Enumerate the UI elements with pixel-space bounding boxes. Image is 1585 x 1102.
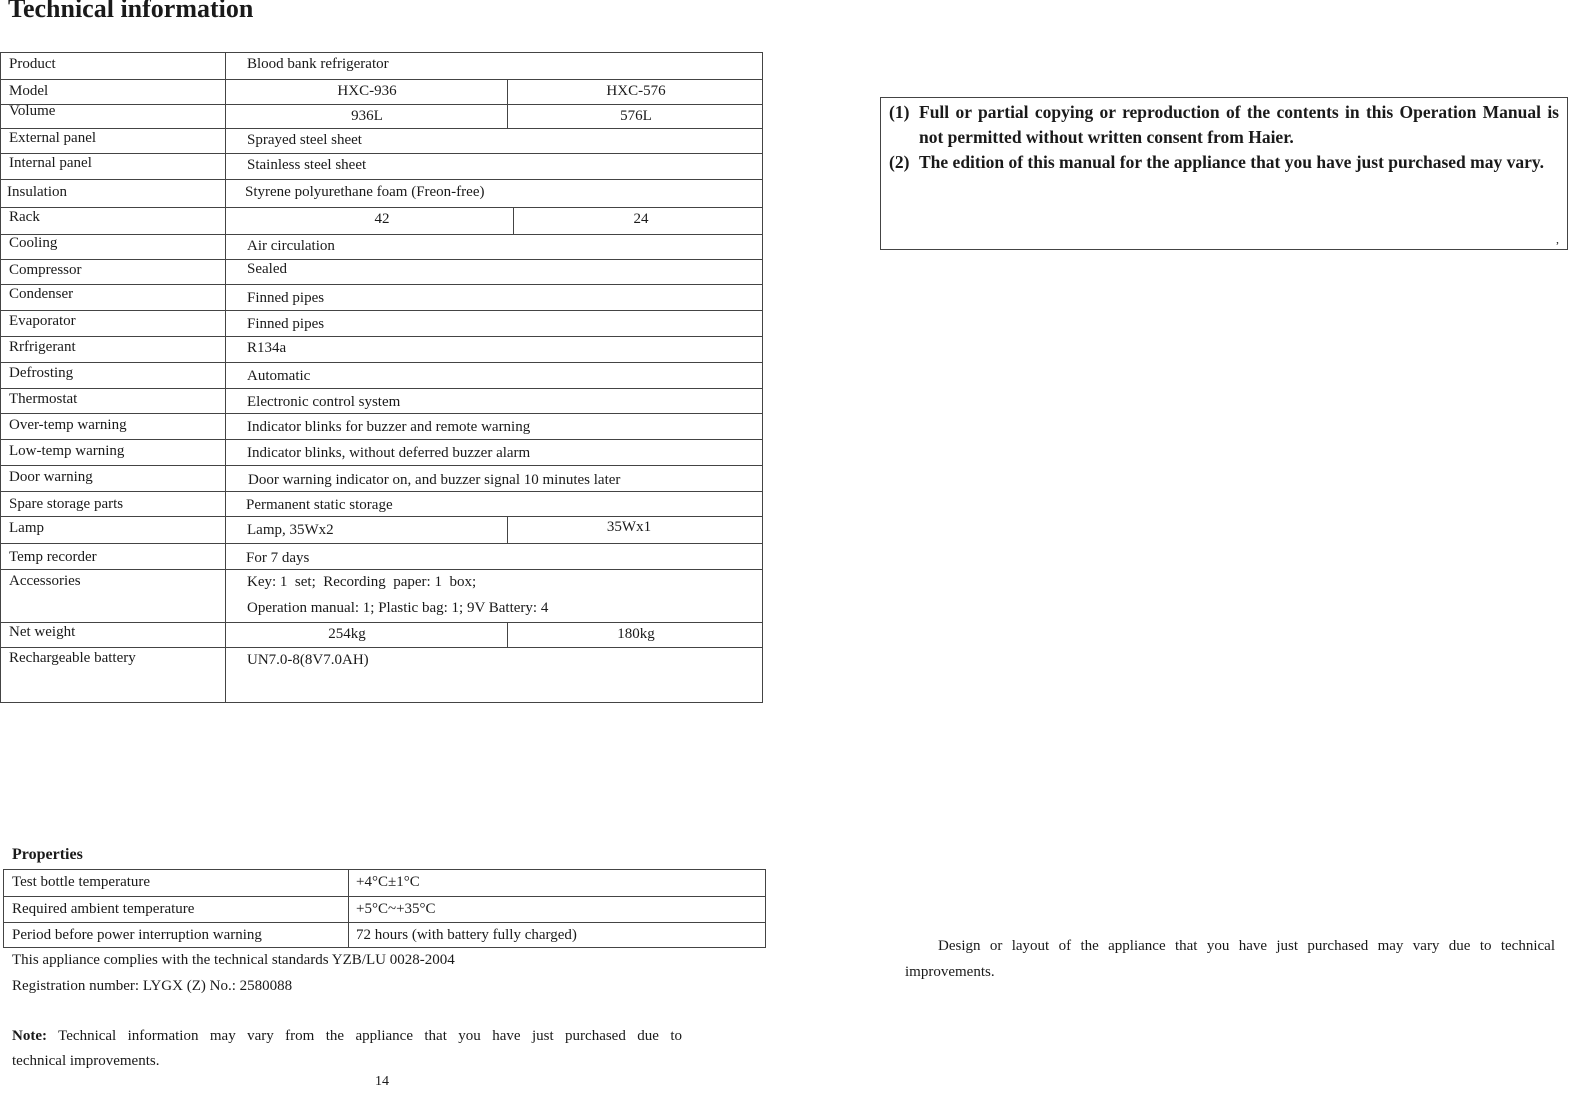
- standards-value: YZB/LU 0028-2004: [331, 952, 455, 968]
- spec-row-cooling: [1, 234, 762, 259]
- design-note-line-2: improvements.: [905, 964, 995, 980]
- spec-table: [0, 52, 763, 703]
- spec-value-hxc576: HXC-576: [606, 83, 666, 99]
- spec-row-refrigerant: [1, 336, 762, 362]
- page-title: Technical information: [8, 0, 254, 23]
- table-row: [4, 896, 765, 922]
- spec-value-line2: Operation manual: 1; Plastic bag: 1; 9V Battery: 4: [247, 600, 549, 616]
- spec-row-internal-panel: [1, 153, 762, 179]
- spec-label: Temp recorder: [9, 549, 97, 565]
- notice-text: Full or partial copying or reproduction of the contents in this Operation Manual is not permitted without written consent from Haier.: [919, 102, 1559, 147]
- property-value: +5°C~+35°C: [356, 901, 436, 917]
- spec-row-temp-recorder: [1, 543, 762, 569]
- spec-value-hxc576: 576L: [620, 108, 652, 124]
- spec-value-hxc936: Lamp, 35Wx2: [247, 522, 334, 538]
- design-note-line-1: Design or layout of the appliance that you have just purchased may vary due to technical: [938, 938, 1555, 954]
- spec-label: Evaporator: [9, 313, 76, 329]
- spec-value: Air circulation: [247, 238, 335, 254]
- spec-row-compressor: [1, 259, 762, 284]
- spec-value: Electronic control system: [247, 394, 401, 410]
- notice-text: The edition of this manual for the appliance that you have just purchased may vary.: [919, 152, 1545, 172]
- standards-prefix: This appliance complies with the technical standards: [12, 952, 329, 968]
- spec-row-accessories: [1, 569, 762, 622]
- note-line-1: [12, 1028, 682, 1045]
- spec-value: Finned pipes: [247, 316, 325, 332]
- spec-value: Blood bank refrigerator: [247, 56, 389, 72]
- spec-label: Insulation: [7, 184, 67, 200]
- spec-label: Low-temp warning: [9, 443, 125, 459]
- spec-value-line1: Key: 1 set; Recording paper: 1 box;: [247, 574, 477, 590]
- table-row: [4, 870, 765, 896]
- spec-row-defrosting: [1, 362, 762, 388]
- spec-label: Compressor: [9, 262, 82, 278]
- spec-value: Permanent static storage: [246, 497, 393, 513]
- spec-label: Thermostat: [9, 391, 78, 407]
- spec-row-product: [1, 53, 762, 79]
- notice-item-1: [889, 100, 1559, 150]
- spec-row-external-panel: [1, 128, 762, 153]
- properties-table: [3, 869, 766, 948]
- spec-row-net-weight: [1, 622, 762, 647]
- registration-prefix: Registration number:: [12, 978, 140, 994]
- spec-row-rechargeable-battery: [1, 647, 762, 703]
- notice-number: (1): [889, 102, 910, 122]
- spec-row-evaporator: [1, 310, 762, 336]
- spec-value-hxc576: 180kg: [617, 626, 655, 642]
- spec-label: Door warning: [9, 469, 93, 485]
- spec-value: Indicator blinks for buzzer and remote warning: [247, 419, 531, 435]
- standards-line: [12, 952, 455, 969]
- spec-value-hxc936: 936L: [351, 108, 383, 124]
- spec-row-lamp: [1, 516, 762, 543]
- spec-label: Volume: [9, 103, 56, 119]
- spec-label: Spare storage parts: [9, 496, 124, 512]
- spec-row-condenser: [1, 284, 762, 310]
- spec-value: R134a: [247, 340, 287, 356]
- note-label: Note:: [12, 1028, 47, 1044]
- spec-value: Stainless steel sheet: [247, 157, 367, 173]
- spec-label: Accessories: [9, 573, 81, 589]
- spec-label: Lamp: [9, 520, 44, 536]
- property-label: Period before power interruption warning: [12, 927, 262, 943]
- spec-label: Defrosting: [9, 365, 74, 381]
- spec-label: Rrfrigerant: [9, 339, 76, 355]
- property-value: +4°C±1°C: [356, 874, 420, 890]
- spec-value: Styrene polyurethane foam (Freon-free): [245, 184, 485, 200]
- spec-row-low-temp-warning: [1, 439, 762, 465]
- registration-value: LYGX (Z) No.: 2580088: [142, 978, 293, 994]
- spec-value-hxc936: HXC-936: [337, 83, 397, 99]
- spec-label: Net weight: [9, 624, 76, 640]
- notice-item-2: [889, 150, 1559, 175]
- spec-value-hxc936: 254kg: [328, 626, 366, 642]
- spec-value: Sprayed steel sheet: [247, 132, 362, 148]
- spec-value: Finned pipes: [247, 290, 325, 306]
- spec-row-spare-storage-parts: [1, 491, 762, 516]
- properties-title: Properties: [12, 846, 83, 863]
- spec-value: Sealed: [247, 261, 287, 277]
- spec-row-door-warning: [1, 465, 762, 491]
- spec-row-rack: [1, 207, 762, 234]
- spec-label: Rack: [9, 209, 40, 225]
- spec-value: For 7 days: [246, 550, 310, 566]
- spec-row-model: [1, 79, 762, 104]
- table-row: [4, 922, 765, 948]
- spec-row-volume: [1, 104, 762, 128]
- copyright-notice-box: [880, 97, 1568, 250]
- spec-label: External panel: [9, 130, 97, 146]
- spec-label: Cooling: [9, 235, 58, 251]
- spec-row-insulation: [1, 179, 762, 207]
- spec-label: Rechargeable battery: [9, 650, 136, 666]
- spec-value: Indicator blinks, without deferred buzzer alarm: [247, 445, 531, 461]
- spec-label: Internal panel: [9, 155, 92, 171]
- spec-value: UN7.0-8(8V7.0AH): [247, 652, 369, 668]
- property-label: Required ambient temperature: [12, 901, 195, 917]
- spec-row-over-temp-warning: [1, 413, 762, 439]
- spec-value-hxc936: 42: [374, 211, 390, 227]
- property-label: Test bottle temperature: [12, 874, 151, 890]
- page-number: 14: [375, 1074, 389, 1089]
- spec-row-thermostat: [1, 388, 762, 413]
- notice-number: (2): [889, 152, 910, 172]
- spec-value: Door warning indicator on, and buzzer signal 10 minutes later: [248, 472, 621, 488]
- note-line-2: technical improvements.: [12, 1053, 160, 1069]
- spec-label: Product: [9, 56, 56, 72]
- spec-value-hxc576: 35Wx1: [606, 519, 652, 535]
- notice-mark: ,: [1556, 232, 1559, 246]
- spec-label: Model: [9, 83, 49, 99]
- spec-value-hxc576: 24: [633, 211, 649, 227]
- registration-line: [12, 978, 292, 995]
- spec-label: Over-temp warning: [9, 417, 127, 433]
- note-text: Technical information may vary from the appliance that you have just purchased due to: [58, 1028, 683, 1044]
- spec-label: Condenser: [9, 286, 74, 302]
- spec-value: Automatic: [247, 368, 311, 384]
- property-value: 72 hours (with battery fully charged): [356, 927, 577, 943]
